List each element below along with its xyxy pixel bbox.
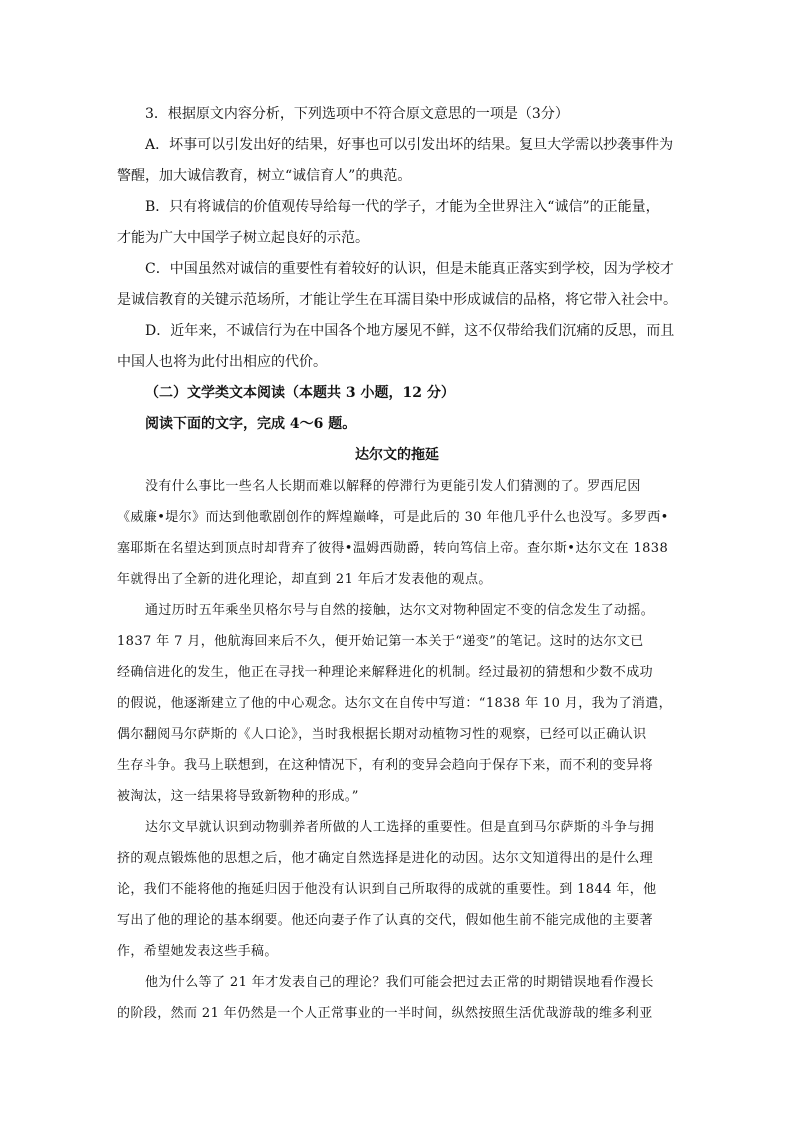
passage-paragraph-1: [117, 471, 677, 595]
passage-line: 经确信进化的发生，他正在寻找一种理论来解释进化的机制。经过最初的猜想和少数不成功: [117, 665, 654, 680]
passage-line: 1837 年 7 月，他航海回来后不久，便开始记第一本关于“递变”的笔记。这时的达尔文已: [117, 634, 644, 649]
question-3-stem: 3．根据原文内容分析，下列选项中不符合原文意思的一项是（3分）: [145, 106, 569, 122]
passage-paragraph-4: [117, 967, 677, 1029]
passage-line: 的阶段，然而 21 年仍然是一个人正常事业的一半时间，纵然按照生活优哉游哉的维多利亚: [117, 1006, 653, 1021]
option-c-line-1: C．中国虽然对诚信的重要性有着较好的认识，但是未能真正落实到学校，因为学校才: [145, 261, 674, 277]
passage-line: 偶尔翻阅马尔萨斯的《人口论》，当时我根据长期对动植物习性的观察，已经可以正确认识: [117, 727, 647, 742]
passage-paragraph-3: [117, 812, 677, 967]
passage-line: 年就得出了全新的进化理论，却直到 21 年后才发表他的观点。: [117, 572, 492, 587]
passage-line: 作，希望她发表这些手稿。: [117, 944, 278, 959]
option-b: [117, 192, 677, 254]
option-c-line-2: 是诚信教育的关键示范场所，才能让学生在耳濡目染中形成诚信的品格，将它带入社会中。: [117, 292, 677, 308]
passage-line: 被淘汰，这一结果将导致新物种的形成。”: [117, 789, 359, 804]
question-3: [117, 99, 677, 130]
passage-line: 生存斗争。我马上联想到，在这种情况下，有利的变异会趋向于保存下来，而不利的变异将: [117, 758, 654, 773]
passage-line: 通过历时五年乘坐贝格尔号与自然的接触，达尔文对物种固定不变的信念发生了动摇。: [145, 603, 655, 618]
passage-line: 塞耶斯在名望达到顶点时却背弃了彼得•温姆西勋爵，转向笃信上帝。查尔斯•达尔文在 1838: [117, 541, 669, 556]
passage-line: 他为什么等了 21 年才发表自己的理论？我们可能会把过去正常的时期错误地看作漫长: [145, 975, 654, 990]
passage-line: 写出了他的理论的基本纲要。他还向妻子作了认真的交代，假如他生前不能完成他的主要著: [117, 913, 654, 928]
passage-line: 达尔文早就认识到动物驯养者所做的人工选择的重要性。但是直到马尔萨斯的斗争与拥: [145, 820, 655, 835]
option-a-line-2: 警醒，加大诚信教育，树立“诚信育人”的典范。: [117, 168, 412, 184]
option-a-line-1: A．坏事可以引发出好的结果，好事也可以引发出坏的结果。复旦大学需以抄袭事件为: [145, 137, 674, 153]
passage-title: 达尔文的拖延: [355, 447, 439, 463]
passage-line: 没有什么事比一些名人长期而难以解释的停滞行为更能引发人们猜测的了。罗西尼因: [145, 479, 641, 494]
passage-line: 《威廉•堤尔》而达到他歌剧创作的辉煌巅峰，可是此后的 30 年他几乎什么也没写。多罗西•: [117, 510, 669, 525]
option-c: [117, 254, 677, 316]
passage-paragraph-2: [117, 595, 677, 812]
option-d-line-2: 中国人也将为此付出相应的代价。: [117, 354, 327, 370]
section-2: [117, 378, 677, 440]
passage-line: 论，我们不能将他的拖延归因于他没有认识到自己所取得的成就的重要性。到 1844 年，他: [117, 882, 657, 897]
passage-line: 挤的观点锻炼他的思想之后，他才确定自然选择是进化的动因。达尔文知道得出的是什么理: [117, 851, 654, 866]
option-a: [117, 130, 677, 192]
option-d-line-1: D．近年来，不诚信行为在中国各个地方屡见不鲜，这不仅带给我们沉痛的反思，而且: [145, 323, 675, 339]
section-instruction: 阅读下面的文字，完成 4～6 题。: [145, 416, 357, 432]
option-b-line-2: 才能为广大中国学子树立起良好的示范。: [117, 230, 369, 246]
option-b-line-1: B．只有将诚信的价值观传导给每一代的学子，才能为全世界注入“诚信”的正能量，: [145, 199, 660, 215]
passage-line: 的假说，他逐渐建立了他的中心观念。达尔文在自传中写道：“1838 年 10 月，我为了消遣，: [117, 696, 673, 711]
option-d: [117, 316, 677, 378]
section-heading: （二）文学类文本阅读（本题共 3 小题，12 分）: [145, 385, 455, 401]
